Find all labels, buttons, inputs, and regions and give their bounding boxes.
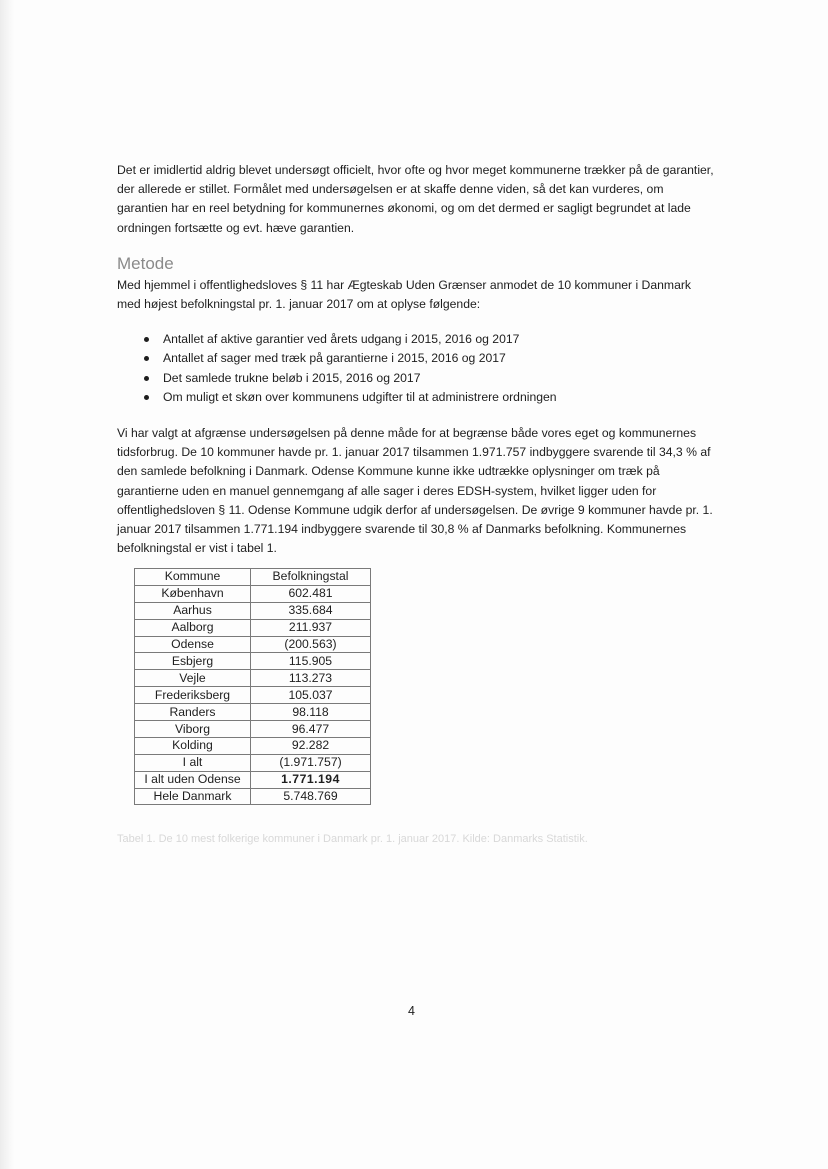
population-cell: (1.971.757) (251, 754, 371, 771)
population-cell: (200.563) (251, 636, 371, 653)
population-cell: 96.477 (251, 721, 371, 738)
scope-paragraph: Vi har valgt at afgrænse undersøgelsen på denne måde for at begrænse både vores eget og kommunernes tidsforbrug. De 10 kommuner havde pr. 1. januar 2017 tilsammen 1.971.757 indbyggere svarende til 34,3 % af den samlede befolkning i Danmark. Odense Kommune kunne ikke udtrække oplysninger om træk på garantierne uden en manuel gennemgang af alle sager i deres EDSH-system, hvilket ligger uden for offentlighedsloven § 11. Odense Kommune udgik derfor af undersøgelsen. De øvrige 9 kommuner havde pr. 1. januar 2017 tilsammen 1.771.194 indbyggere svarende til 30,8 % af Danmarks befolkning. Kommunernes befolkningstal er vist i tabel 1. (117, 426, 713, 556)
population-cell: 115.905 (251, 653, 371, 670)
municipality-cell: I alt (135, 754, 251, 771)
table-row (135, 670, 371, 687)
scan-edge-shadow (0, 0, 14, 1169)
population-cell: 92.282 (251, 737, 371, 754)
municipality-cell: Odense (135, 636, 251, 653)
table-header-row (135, 569, 371, 586)
municipality-cell: Aarhus (135, 602, 251, 619)
municipality-cell: I alt uden Odense (135, 771, 251, 788)
municipality-cell: Randers (135, 704, 251, 721)
column-header-population: Befolkningstal (251, 569, 371, 586)
list-item: Antallet af aktive garantier ved årets udgang i 2015, 2016 og 2017 (117, 330, 717, 349)
list-item: Det samlede trukne beløb i 2015, 2016 og 2017 (117, 369, 717, 388)
table-row-total (135, 754, 371, 771)
population-cell: 1.771.194 (251, 771, 371, 788)
table-row (135, 653, 371, 670)
intro-paragraph: Det er imidlertid aldrig blevet undersøgt officielt, hvor ofte og hvor meget kommunerne trækker på de garantier, der allerede er stillet. Formålet med undersøgelsen er at skaffe denne viden, så det kan vurderes, om garantien har en reel betydning for kommunernes økonomi, og om det dermed er sagligt begrundet at lade ordningen fortsætte og evt. hæve garantien. (117, 163, 714, 235)
population-cell: 335.684 (251, 602, 371, 619)
table-row (135, 619, 371, 636)
table-row (135, 687, 371, 704)
list-item: Antallet af sager med træk på garantierne i 2015, 2016 og 2017 (117, 349, 717, 368)
municipality-cell: Aalborg (135, 619, 251, 636)
table-row-total-excl-odense (135, 771, 371, 788)
municipality-cell: København (135, 585, 251, 602)
population-cell: 105.037 (251, 687, 371, 704)
request-list (117, 330, 717, 408)
population-cell: 211.937 (251, 619, 371, 636)
table-caption: Tabel 1. De 10 mest folkerige kommuner i Danmark pr. 1. januar 2017. Kilde: Danmarks Statistik. (117, 833, 588, 845)
table-row-denmark (135, 788, 371, 805)
municipality-cell: Kolding (135, 737, 251, 754)
population-cell: 98.118 (251, 704, 371, 721)
table-row (135, 602, 371, 619)
page-number: 4 (408, 1004, 415, 1018)
table-row (135, 737, 371, 754)
population-cell: 602.481 (251, 585, 371, 602)
municipality-cell: Hele Danmark (135, 788, 251, 805)
column-header-municipality: Kommune (135, 569, 251, 586)
population-cell: 5.748.769 (251, 788, 371, 805)
method-paragraph: Med hjemmel i offentlighedsloves § 11 har Ægteskab Uden Grænser anmodet de 10 kommuner i Danmark med højest befolkningstal pr. 1. januar 2017 om at oplyse følgende: (117, 278, 692, 312)
municipality-cell: Vejle (135, 670, 251, 687)
table-row (135, 636, 371, 653)
population-table (134, 568, 371, 805)
population-cell: 113.273 (251, 670, 371, 687)
table-row (135, 704, 371, 721)
municipality-cell: Esbjerg (135, 653, 251, 670)
municipality-cell: Viborg (135, 721, 251, 738)
list-item: Om muligt et skøn over kommunens udgifter til at administrere ordningen (117, 388, 717, 407)
table-row (135, 721, 371, 738)
municipality-cell: Frederiksberg (135, 687, 251, 704)
section-heading: Metode (117, 254, 174, 273)
table-row (135, 585, 371, 602)
